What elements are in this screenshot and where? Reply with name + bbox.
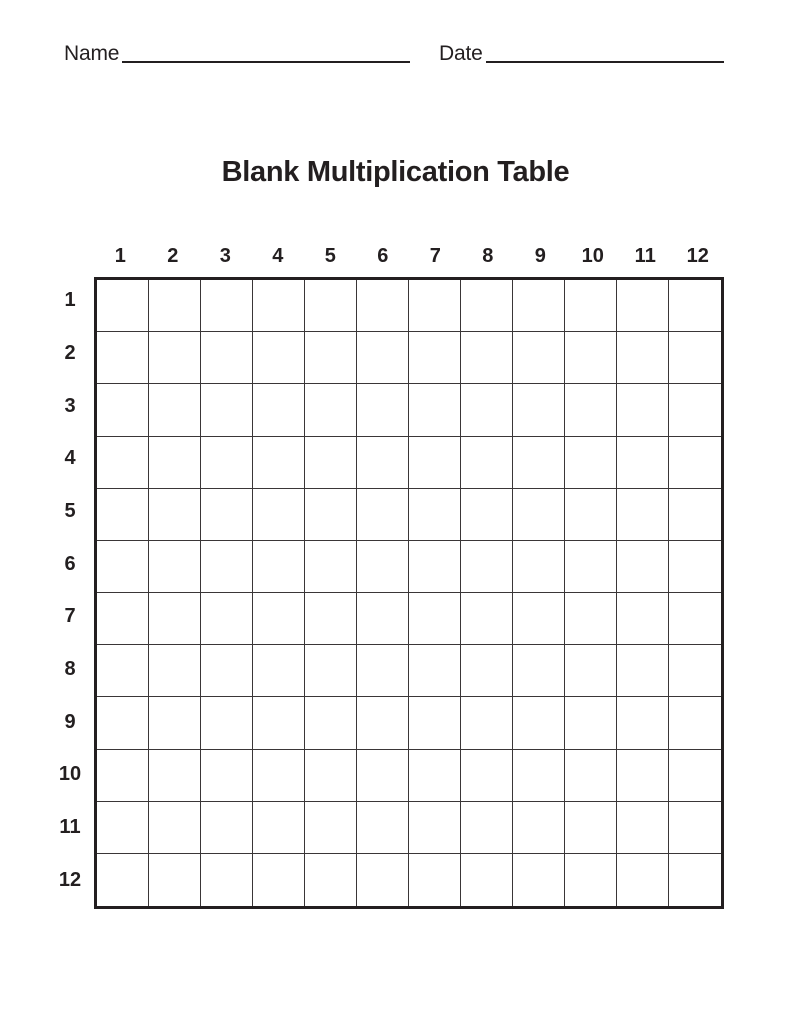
- table-cell[interactable]: [97, 697, 149, 749]
- table-cell[interactable]: [669, 332, 721, 384]
- table-cell[interactable]: [149, 750, 201, 802]
- row-header: 6: [64, 552, 76, 575]
- table-cell[interactable]: [409, 802, 461, 854]
- table-cell[interactable]: [409, 384, 461, 436]
- table-cell[interactable]: [201, 280, 253, 332]
- table-cell[interactable]: [201, 332, 253, 384]
- table-cell[interactable]: [201, 384, 253, 436]
- table-cell[interactable]: [305, 802, 357, 854]
- table-cell[interactable]: [357, 332, 409, 384]
- table-cell[interactable]: [565, 280, 617, 332]
- table-cell[interactable]: [409, 750, 461, 802]
- table-cell[interactable]: [565, 697, 617, 749]
- table-cell[interactable]: [461, 854, 513, 906]
- table-cell[interactable]: [461, 645, 513, 697]
- table-cell[interactable]: [357, 593, 409, 645]
- table-cell[interactable]: [253, 697, 305, 749]
- table-cell[interactable]: [617, 437, 669, 489]
- column-header: 7: [429, 245, 441, 267]
- table-cell[interactable]: [357, 280, 409, 332]
- table-cell[interactable]: [461, 802, 513, 854]
- table-cell[interactable]: [305, 280, 357, 332]
- table-cell[interactable]: [513, 489, 565, 541]
- row-header: 8: [64, 658, 76, 680]
- table-cell[interactable]: [513, 593, 565, 645]
- table-cell[interactable]: [305, 489, 357, 541]
- table-cell[interactable]: [149, 593, 201, 645]
- table-cell[interactable]: [97, 593, 149, 645]
- table-cell[interactable]: [669, 437, 721, 489]
- table-cell[interactable]: [357, 437, 409, 489]
- row-header: 7: [64, 605, 76, 628]
- name-label: Name: [64, 42, 120, 65]
- column-header: 9: [534, 245, 546, 267]
- table-cell[interactable]: [357, 384, 409, 436]
- table-cell[interactable]: [149, 437, 201, 489]
- table-cell[interactable]: [305, 750, 357, 802]
- table-cell[interactable]: [201, 802, 253, 854]
- column-header: 10: [581, 245, 604, 267]
- table-cell[interactable]: [617, 489, 669, 541]
- table-cell[interactable]: [97, 280, 149, 332]
- date-label: Date: [439, 42, 483, 65]
- table-cell[interactable]: [513, 854, 565, 906]
- table-cell[interactable]: [565, 541, 617, 593]
- table-cell[interactable]: [513, 437, 565, 489]
- row-header: 5: [64, 500, 76, 522]
- column-header: 3: [219, 245, 231, 267]
- table-cell[interactable]: [409, 854, 461, 906]
- table-cell[interactable]: [669, 697, 721, 749]
- table-cell[interactable]: [97, 802, 149, 854]
- table-cell[interactable]: [97, 384, 149, 436]
- table-cell[interactable]: [149, 697, 201, 749]
- table-cell[interactable]: [461, 541, 513, 593]
- table-cell[interactable]: [253, 489, 305, 541]
- row-header: 2: [64, 342, 76, 364]
- table-cell[interactable]: [357, 802, 409, 854]
- table-cell[interactable]: [149, 541, 201, 593]
- table-cell[interactable]: [565, 437, 617, 489]
- table-cell[interactable]: [669, 593, 721, 645]
- table-cell[interactable]: [513, 802, 565, 854]
- table-cell[interactable]: [253, 280, 305, 332]
- table-cell[interactable]: [565, 750, 617, 802]
- table-cell[interactable]: [565, 593, 617, 645]
- column-header: 6: [377, 245, 389, 267]
- table-cell[interactable]: [409, 280, 461, 332]
- table-cell[interactable]: [149, 802, 201, 854]
- table-cell[interactable]: [513, 645, 565, 697]
- table-cell[interactable]: [97, 489, 149, 541]
- table-cell[interactable]: [617, 280, 669, 332]
- table-cell[interactable]: [617, 697, 669, 749]
- table-cell[interactable]: [669, 489, 721, 541]
- table-cell[interactable]: [253, 541, 305, 593]
- table-cell[interactable]: [149, 384, 201, 436]
- table-cell[interactable]: [617, 750, 669, 802]
- table-cell[interactable]: [97, 750, 149, 802]
- table-cell[interactable]: [409, 593, 461, 645]
- table-cell[interactable]: [201, 489, 253, 541]
- table-cell[interactable]: [305, 437, 357, 489]
- table-cell[interactable]: [565, 489, 617, 541]
- table-cell[interactable]: [669, 384, 721, 436]
- table-cell[interactable]: [305, 697, 357, 749]
- table-cell[interactable]: [357, 697, 409, 749]
- table-cell[interactable]: [669, 750, 721, 802]
- table-cell[interactable]: [409, 645, 461, 697]
- table-cell[interactable]: [97, 854, 149, 906]
- table-cell[interactable]: [149, 645, 201, 697]
- table-cell[interactable]: [669, 854, 721, 906]
- column-header: 4: [272, 245, 284, 267]
- row-header: 9: [64, 710, 76, 733]
- table-cell[interactable]: [149, 489, 201, 541]
- table-cell[interactable]: [97, 645, 149, 697]
- table-cell[interactable]: [513, 541, 565, 593]
- table-cell[interactable]: [253, 854, 305, 906]
- table-cell[interactable]: [253, 384, 305, 436]
- name-field[interactable]: [64, 40, 410, 66]
- table-cell[interactable]: [305, 541, 357, 593]
- table-cell[interactable]: [149, 854, 201, 906]
- table-cell[interactable]: [617, 332, 669, 384]
- table-cell[interactable]: [201, 697, 253, 749]
- page-title: Blank Multiplication Table: [221, 156, 570, 188]
- column-header: 1: [114, 245, 126, 267]
- table-cell[interactable]: [253, 332, 305, 384]
- table-cell[interactable]: [461, 332, 513, 384]
- table-cell[interactable]: [97, 541, 149, 593]
- table-cell[interactable]: [97, 332, 149, 384]
- row-header: 4: [64, 447, 76, 470]
- table-cell[interactable]: [617, 854, 669, 906]
- table-cell[interactable]: [305, 593, 357, 645]
- date-input-line[interactable]: [486, 61, 724, 63]
- table-cell[interactable]: [253, 750, 305, 802]
- table-cell[interactable]: [357, 854, 409, 906]
- table-cell[interactable]: [669, 802, 721, 854]
- table-cell[interactable]: [253, 645, 305, 697]
- table-cell[interactable]: [461, 384, 513, 436]
- table-cell[interactable]: [513, 384, 565, 436]
- table-cell[interactable]: [409, 489, 461, 541]
- table-cell[interactable]: [565, 645, 617, 697]
- table-cell[interactable]: [201, 750, 253, 802]
- table-cell[interactable]: [201, 854, 253, 906]
- table-cell[interactable]: [669, 280, 721, 332]
- table-cell[interactable]: [149, 332, 201, 384]
- table-cell[interactable]: [409, 541, 461, 593]
- table-cell[interactable]: [201, 437, 253, 489]
- table-cell[interactable]: [253, 593, 305, 645]
- table-cell[interactable]: [409, 697, 461, 749]
- table-cell[interactable]: [461, 489, 513, 541]
- table-cell[interactable]: [565, 802, 617, 854]
- table-cell[interactable]: [565, 854, 617, 906]
- date-field[interactable]: [439, 40, 724, 66]
- table-cell[interactable]: [305, 332, 357, 384]
- column-header: 12: [686, 245, 709, 267]
- table-cell[interactable]: [513, 332, 565, 384]
- table-cell[interactable]: [253, 437, 305, 489]
- table-cell[interactable]: [305, 384, 357, 436]
- name-input-line[interactable]: [122, 61, 410, 63]
- table-cell[interactable]: [617, 541, 669, 593]
- table-cell[interactable]: [669, 541, 721, 593]
- table-cell[interactable]: [409, 437, 461, 489]
- row-header: 12: [58, 868, 82, 891]
- row-header: 1: [64, 289, 76, 312]
- table-cell[interactable]: [617, 802, 669, 854]
- row-header: 11: [59, 816, 81, 838]
- column-header: 8: [482, 245, 494, 267]
- table-cell[interactable]: [201, 593, 253, 645]
- row-header: 3: [64, 394, 76, 417]
- table-cell[interactable]: [149, 280, 201, 332]
- table-cell[interactable]: [461, 593, 513, 645]
- table-cell[interactable]: [357, 750, 409, 802]
- table-cell[interactable]: [305, 854, 357, 906]
- column-header: 11: [634, 245, 656, 267]
- table-cell[interactable]: [253, 802, 305, 854]
- column-header: 5: [324, 245, 336, 267]
- table-cell[interactable]: [305, 645, 357, 697]
- table-cell[interactable]: [617, 645, 669, 697]
- table-cell[interactable]: [565, 384, 617, 436]
- row-header: 10: [58, 763, 82, 786]
- table-cell[interactable]: [617, 593, 669, 645]
- table-cell[interactable]: [357, 489, 409, 541]
- column-header: 2: [167, 245, 179, 267]
- table-cell[interactable]: [513, 750, 565, 802]
- table-cell[interactable]: [357, 541, 409, 593]
- table-cell[interactable]: [461, 750, 513, 802]
- table-cell[interactable]: [565, 332, 617, 384]
- table-cell[interactable]: [513, 697, 565, 749]
- table-cell[interactable]: [461, 437, 513, 489]
- table-cell[interactable]: [201, 541, 253, 593]
- table-cell[interactable]: [357, 645, 409, 697]
- table-cell[interactable]: [617, 384, 669, 436]
- table-cell[interactable]: [201, 645, 253, 697]
- table-cell[interactable]: [97, 437, 149, 489]
- table-cell[interactable]: [513, 280, 565, 332]
- multiplication-grid: [94, 277, 724, 909]
- table-cell[interactable]: [669, 645, 721, 697]
- table-cell[interactable]: [461, 697, 513, 749]
- table-cell[interactable]: [409, 332, 461, 384]
- table-cell[interactable]: [461, 280, 513, 332]
